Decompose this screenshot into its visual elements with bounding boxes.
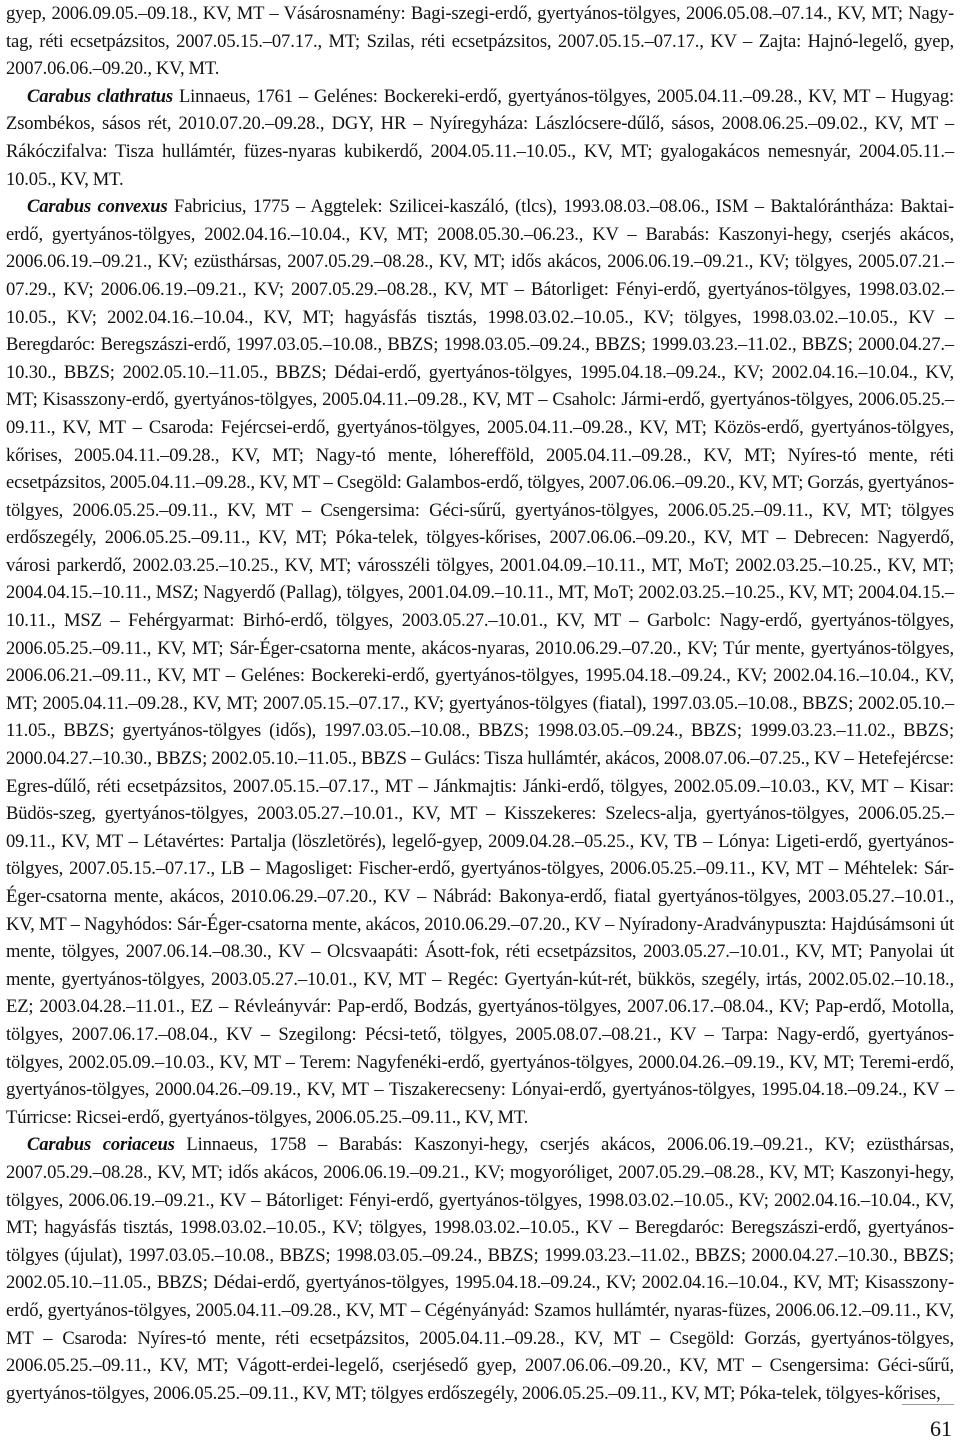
paragraph	[6, 193, 954, 1131]
page-number: 61	[930, 1416, 952, 1441]
paragraph	[6, 0, 954, 83]
species-name: Carabus clathratus	[27, 85, 173, 107]
paragraph-text: Linnaeus, 1761 – Gelénes: Bockereki-erdő, gyertyános-tölgyes, 2005.04.11.–09.28., KV, MT – Hugyag: Zsombékos, sásos rét, 2010.07.20.–09.28., DGY, HR – Nyíregyháza: Lászlócsere-dűlő, sásos, 2008.06.25.–09.02., KV, MT – Rákóczifalva: Tisza hullámtér, füzes-nyaras kubikerdő, 2004.05.11.–10.05., KV, MT; gyalogakácos nemesnyár, 2004.05.11.–10.05., KV, MT.	[6, 85, 954, 190]
paragraph	[6, 1131, 954, 1407]
footer-rule	[902, 1404, 954, 1405]
paragraph-text: Linnaeus, 1758 – Barabás: Kaszonyi-hegy, cserjés akácos, 2006.06.19.–09.21., KV; ezüsthársas, 2007.05.29.–08.28., KV, MT; idős akácos, 2006.06.19.–09.21., KV; mogyoróliget, 2007.05.29.–08.28., KV, MT; Kaszonyi-hegy, tölgyes, 2006.06.19.–09.21., KV – Bátorliget: Fényi-erdő, gyertyános-tölgyes, 1998.03.02.–10.05., KV; 2002.04.16.–10.04., KV, MT; hagyásfás tisztás, 1998.03.02.–10.05., KV; tölgyes, 1998.03.02.–10.05., KV – Beregdaróc: Beregszászi-erdő, gyertyános-tölgyes (újulat), 1997.03.05.–10.08., BBZS; 1998.03.05.–09.24., BBZS; 1999.03.23.–11.02., BBZS; 2000.04.27.–10.30., BBZS; 2002.05.10.–11.05., BBZS; Dédai-erdő, gyertyános-tölgyes, 1995.04.18.–09.24., KV; 2002.04.16.–10.04., KV, MT; Kisasszony-erdő, gyertyános-tölgyes, 2005.04.11.–09.28., KV, MT – Cégényányád: Szamos hullámtér, nyaras-füzes, 2006.06.12.–09.11., KV, MT – Csaroda: Nyíres-tó mente, réti ecsetpázsitos, 2005.04.11.–09.28., KV, MT – Csegöld: Gorzás, gyertyános-tölgyes, 2006.05.25.–09.11., KV, MT; Vágott-erdei-legelő, cserjésedő gyep, 2007.06.06.–09.20., KV, MT – Csengersima: Géci-sűrű, gyertyános-tölgyes, 2006.05.25.–09.11., KV, MT; tölgyes erdőszegély, 2006.05.25.–09.11., KV, MT; Póka-telek, tölgyes-kőrises,	[6, 1134, 954, 1404]
paragraph-text: gyep, 2006.09.05.–09.18., KV, MT – Vásárosnamény: Bagi-szegi-erdő, gyertyános-tölgyes, 2006.05.08.–07.14., KV, MT; Nagy-tag, réti ecsetpázsitos, 2007.05.15.–07.17., MT; Szilas, réti ecsetpázsitos, 2007.05.15.–07.17., KV – Zajta: Hajnó-legelő, gyep, 2007.06.06.–09.20., KV, MT.	[6, 3, 954, 80]
species-name: Carabus coriaceus	[27, 1134, 175, 1156]
text-column	[6, 0, 954, 1407]
species-name: Carabus convexus	[27, 196, 168, 218]
paragraph-text: Fabricius, 1775 – Aggtelek: Szilicei-kaszáló, (tlcs), 1993.08.03.–08.06., ISM – Baktalórántháza: Baktai-erdő, gyertyános-tölgyes, 2002.04.16.–10.04., KV, MT; 2008.05.30.–06.23., KV – Barabás: Kaszonyi-hegy, cserjés akácos, 2006.06.19.–09.21., KV; ezüsthársas, 2007.05.29.–08.28., KV, MT; idős akácos, 2006.06.19.–09.21., KV; tölgyes, 2005.07.21.–07.29., KV; 2006.06.19.–09.21., KV; 2007.05.29.–08.28., KV, MT – Bátorliget: Fényi-erdő, gyertyános-tölgyes, 1998.03.02.–10.05., KV; 2002.04.16.–10.04., KV, MT; hagyásfás tisztás, 1998.03.02.–10.05., KV; tölgyes, 1998.03.02.–10.05., KV – Beregdaróc: Beregszászi-erdő, 1997.03.05.–10.08., BBZS; 1998.03.05.–09.24., BBZS; 1999.03.23.–11.02., BBZS; 2000.04.27.–10.30., BBZS; 2002.05.10.–11.05., BBZS; Dédai-erdő, gyertyános-tölgyes, 1995.04.18.–09.24., KV; 2002.04.16.–10.04., KV, MT; Kisasszony-erdő, gyertyános-tölgyes, 2005.04.11.–09.28., KV, MT – Csaholc: Jármi-erdő, gyertyános-tölgyes, 2006.05.25.–09.11., KV, MT – Csaroda: Fejércsei-erdő, gyertyános-tölgyes, 2005.04.11.–09.28., KV, MT; Közös-erdő, gyertyános-tölgyes, kőrises, 2005.04.11.–09.28., KV, MT; Nagy-tó mente, lóherefföld, 2005.04.11.–09.28., KV, MT; Nyíres-tó mente, réti ecsetpázsitos, 2005.04.11.–09.28., KV, MT – Csegöld: Galambos-erdő, tölgyes, 2007.06.06.–09.20., KV, MT; Gorzás, gyertyános-tölgyes, 2006.05.25.–09.11., KV, MT – Csengersima: Géci-sűrű, gyertyános-tölgyes, 2006.05.25.–09.11., KV, MT; tölgyes erdőszegély, 2006.05.25.–09.11., KV, MT; Póka-telek, tölgyes-kőrises, 2007.06.06.–09.20., KV, MT – Debrecen: Nagyerdő, városi parkerdő, 2002.03.25.–10.25., KV, MT; városszéli tölgyes, 2001.04.09.–10.11., MT, MoT; 2002.03.25.–10.25., KV, MT; 2004.04.15.–10.11., MSZ; Nagyerdő (Pallag), tölgyes, 2001.04.09.–10.11., MT, MoT; 2002.03.25.–10.25., KV, MT; 2004.04.15.–10.11., MSZ – Fehérgyarmat: Birhó-erdő, tölgyes, 2003.05.27.–10.01., KV, MT – Garbolc: Nagy-erdő, gyertyános-tölgyes, 2006.05.25.–09.11., KV, MT; Sár-Éger-csatorna mente, akácos-nyaras, 2010.06.29.–07.20., KV; Túr mente, gyertyános-tölgyes, 2006.06.21.–09.11., KV, MT – Gelénes: Bockereki-erdő, gyertyános-tölgyes, 1995.04.18.–09.24., KV; 2002.04.16.–10.04., KV, MT; 2005.04.11.–09.28., KV, MT; 2007.05.15.–07.17., KV; gyertyános-tölgyes (fiatal), 1997.03.05.–10.08., BBZS; 2002.05.10.–11.05., BBZS; gyertyános-tölgyes (idős), 1997.03.05.–10.08., BBZS; 1998.03.05.–09.24., BBZS; 1999.03.23.–11.02., BBZS; 2000.04.27.–10.30., BBZS; 2002.05.10.–11.05., BBZS – Gulács: Tisza hullámtér, akácos, 2008.07.06.–07.25., KV – Hetefejércse: Egres-dűlő, réti ecsetpázsitos, 2007.05.15.–07.17., MT – Jánkmajtis: Jánki-erdő, tölgyes, 2002.05.09.–10.03., KV, MT – Kisar: Büdös-szeg, gyertyános-tölgyes, 2003.05.27.–10.01., KV, MT – Kisszekeres: Szelecs-alja, gyertyános-tölgyes, 2006.05.25.–09.11., KV, MT – Létavértes: Partalja (löszletörés), legelő-gyep, 2009.04.28.–05.25., KV, TB – Lónya: Ligeti-erdő, gyertyános-tölgyes, 2007.05.15.–07.17., LB – Magosliget: Fischer-erdő, gyertyános-tölgyes, 2006.05.25.–09.11., KV, MT – Méhtelek: Sár-Éger-csatorna mente, akácos, 2010.06.29.–07.20., KV – Nábrád: Bakonya-erdő, fiatal gyertyános-tölgyes, 2003.05.27.–10.01., KV, MT – Nagyhódos: Sár-Éger-csatorna mente, akácos, 2010.06.29.–07.20., KV – Nyíradony-Aradványpuszta: Hajdúsámsoni út mente, tölgyes, 2007.06.14.–08.30., KV – Olcsvaapáti: Ásott-fok, réti ecsetpázsitos, 2003.05.27.–10.01., KV, MT; Panyolai út mente, gyertyános-tölgyes, 2003.05.27.–10.01., KV, MT – Regéc: Gyertyán-kút-rét, bükkös, szegély, irtás, 2002.05.02.–10.18., EZ; 2003.04.28.–11.01., EZ – Révleányvár: Pap-erdő, Bodzás, gyertyános-tölgyes, 2007.06.17.–08.04., KV; Pap-erdő, Motolla, tölgyes, 2007.06.17.–08.04., KV – Szegilong: Pécsi-tető, tölgyes, 2005.08.07.–08.21., KV – Tarpa: Nagy-erdő, gyertyános-tölgyes, 2002.05.09.–10.03., KV, MT – Terem: Nagyfenéki-erdő, gyertyános-tölgyes, 2000.04.26.–09.19., KV, MT; Teremi-erdő, gyertyános-tölgyes, 2000.04.26.–09.19., KV, MT – Tiszakerecseny: Lónyai-erdő, gyertyános-tölgyes, 1995.04.18.–09.24., KV – Túrricse: Ricsei-erdő, gyertyános-tölgyes, 2006.05.25.–09.11., KV, MT.	[6, 196, 955, 1128]
paragraph	[6, 83, 954, 193]
